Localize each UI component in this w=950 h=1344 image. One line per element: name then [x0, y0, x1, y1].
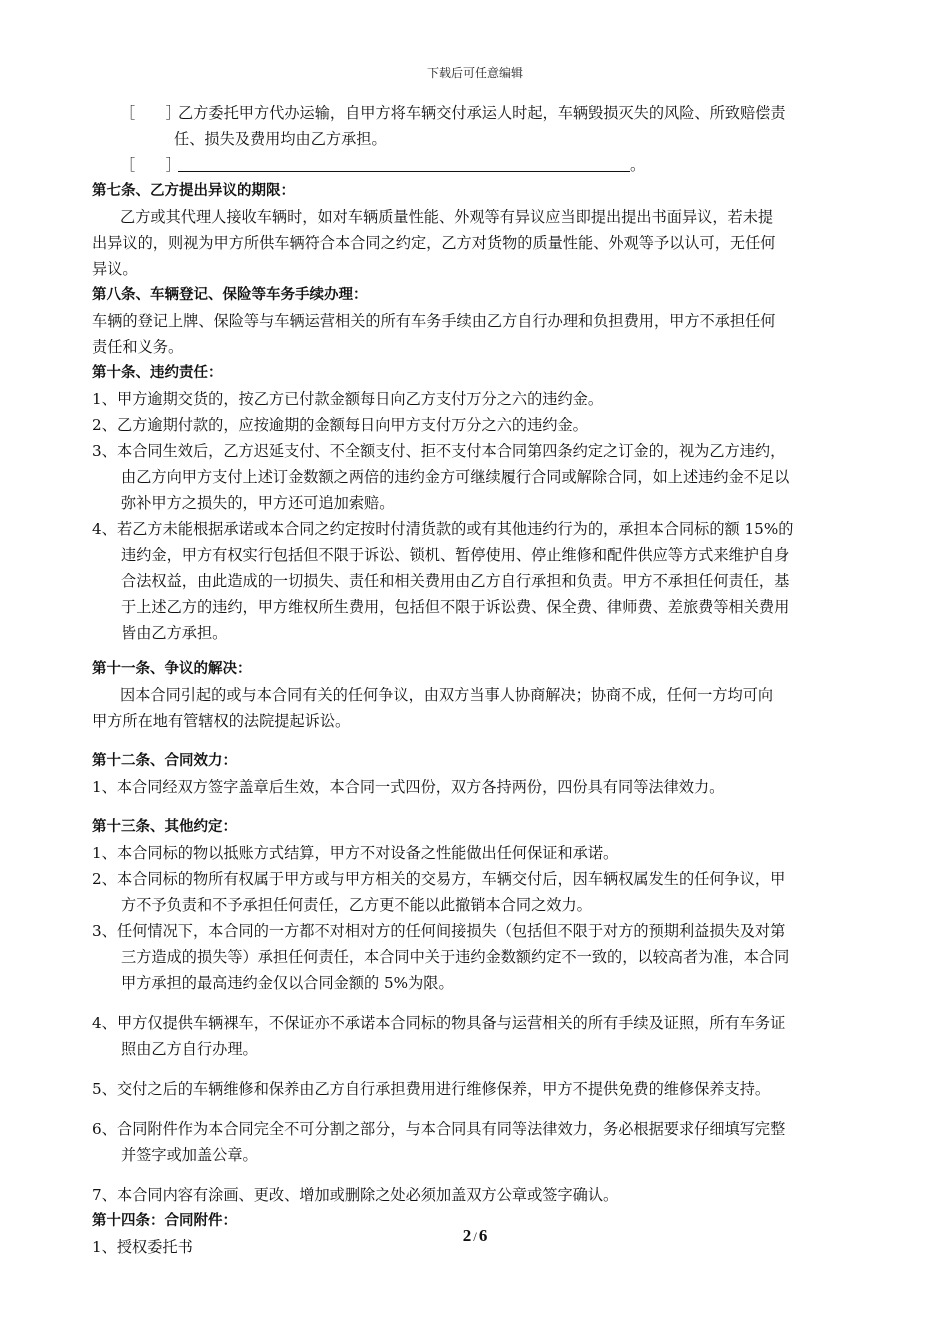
- list-item: [92, 1010, 860, 1036]
- page-header-note: 下载后可任意编辑: [426, 66, 523, 80]
- spacer: [92, 1102, 860, 1116]
- article-heading: 第十四条：合同附件：: [92, 1213, 237, 1229]
- paragraph-line: 责任和义务。: [92, 338, 184, 356]
- list-continuation: 由乙方向甲方支付上述订金数额之两倍的违约金方可继续履行合同或解除合同，如上述违约金不足以: [121, 468, 790, 486]
- paragraph-line: 因本合同引起的或与本合同有关的任何争议，由双方当事人协商解决；协商不成，任何一方均可向: [120, 686, 774, 704]
- list-text: 本合同标的物所有权属于甲方或与甲方相关的交易方，车辆交付后，因车辆权属发生的任何争议，甲: [117, 870, 786, 888]
- list-continuation: 于上述乙方的违约，甲方维权所生费用，包括但不限于诉讼费、保全费、律师费、差旅费等相关费用: [121, 598, 790, 616]
- list-text: 合同附件作为本合同完全不可分割之部分，与本合同具有同等法律效力，务必根据要求仔细填写完整: [117, 1120, 786, 1138]
- paragraph-line: 甲方所在地有管辖权的法院提起诉讼。: [92, 712, 351, 730]
- option-line: [92, 152, 860, 178]
- list-item: [92, 412, 860, 438]
- list-number: 3、: [92, 922, 117, 940]
- list-text: 若乙方未能根据承诺或本合同之约定按时付清货款的或有其他违约行为的，承担本合同标的额 15%的: [117, 520, 794, 538]
- list-continuation: 照由乙方自行办理。: [121, 1040, 258, 1058]
- list-text: 甲方仅提供车辆裸车，不保证亦不承诺本合同标的物具备与运营相关的所有手续及证照，所有车务证: [117, 1014, 786, 1032]
- list-continuation: 方不予负责和不予承担任何责任，乙方更不能以此撤销本合同之效力。: [121, 896, 592, 914]
- article-heading: 第十三条、其他约定：: [92, 819, 237, 835]
- spacer: [92, 800, 860, 814]
- list-continuation: 违约金，甲方有权实行包括但不限于诉讼、锁机、暂停使用、停止维修和配件供应等方式来维护自身: [121, 546, 790, 564]
- paragraph-line: 出异议的，则视为甲方所供车辆符合本合同之约定，乙方对货物的质量性能、外观等予以认可，无任何: [92, 234, 776, 252]
- list-text: 本合同生效后，乙方迟延支付、不全额支付、拒不支付本合同第四条约定之订金的，视为乙方违约，: [117, 442, 786, 460]
- article-heading: 第十一条、争议的解决：: [92, 661, 252, 677]
- list-number: 1、: [92, 844, 117, 862]
- article-heading: 第十二条、合同效力：: [92, 753, 237, 769]
- article-heading: 第八条、车辆登记、保险等车务手续办理：: [92, 287, 368, 303]
- list-continuation: 合法权益，由此造成的一切损失、责任和相关费用由乙方自行承担和负责。甲方不承担任何责任，基: [121, 572, 790, 590]
- list-item: [92, 866, 860, 892]
- list-text: 任何情况下，本合同的一方都不对相对方的任何间接损失（包括但不限于对方的预期利益损失及对第: [117, 922, 786, 940]
- option-text: 乙方委托甲方代办运输，自甲方将车辆交付承运人时起，车辆毁损灭失的风险、所致赔偿责: [178, 104, 786, 122]
- paragraph-line: 1、授权委托书: [92, 1238, 193, 1256]
- total-pages: 6: [478, 1226, 488, 1245]
- spacer: [92, 734, 860, 748]
- list-text: 本合同标的物以抵账方式结算，甲方不对设备之性能做出任何保证和承诺。: [117, 844, 619, 862]
- list-item: [92, 516, 860, 542]
- article-heading: 第七条、乙方提出异议的期限：: [92, 183, 295, 199]
- page-separator: /: [473, 1229, 477, 1244]
- list-text: 乙方逾期付款的，应按逾期的金额每日向甲方支付万分之六的违约金。: [117, 416, 588, 434]
- page-number: [0, 1226, 950, 1246]
- list-item: [92, 918, 860, 944]
- list-item: [92, 386, 860, 412]
- document-body: [92, 100, 860, 1260]
- list-number: 4、: [92, 520, 117, 538]
- option-line: [92, 100, 860, 126]
- list-number: 5、: [92, 1080, 117, 1098]
- list-item: [92, 840, 860, 866]
- list-number: 2、: [92, 416, 117, 434]
- list-number: 6、: [92, 1120, 117, 1138]
- list-item: [92, 1182, 860, 1208]
- paragraph-line: 车辆的登记上牌、保险等与车辆运营相关的所有车务手续由乙方自行办理和负担费用，甲方不承担任何: [92, 312, 776, 330]
- spacer: [92, 996, 860, 1010]
- list-item: [92, 1076, 860, 1102]
- paragraph-line: 异议。: [92, 260, 138, 278]
- list-continuation: 皆由乙方承担。: [121, 624, 228, 642]
- current-page: 2: [462, 1226, 472, 1245]
- spacer: [92, 1168, 860, 1182]
- option-end: 。: [630, 156, 646, 174]
- list-text: 本合同内容有涂画、更改、增加或删除之处必须加盖双方公章或签字确认。: [117, 1186, 619, 1204]
- list-number: 3、: [92, 442, 117, 460]
- option-line: 任、损失及费用均由乙方承担。: [174, 130, 387, 148]
- list-number: 1、: [92, 390, 117, 408]
- paragraph-line: 乙方或其代理人接收车辆时，如对车辆质量性能、外观等有异议应当即提出提出书面异议，若未提: [120, 208, 774, 226]
- spacer: [92, 646, 860, 656]
- article-heading: 第十条、违约责任：: [92, 365, 223, 381]
- fill-in-blank: [178, 155, 630, 172]
- list-continuation: 甲方承担的最高违约金仅以合同金额的 5%为限。: [121, 974, 454, 992]
- list-continuation: 三方造成的损失等）承担任何责任，本合同中关于违约金数额约定不一致的，以较高者为准，本合同: [121, 948, 790, 966]
- list-number: 4、: [92, 1014, 117, 1032]
- spacer: [92, 1062, 860, 1076]
- checkbox-bracket: ［ ］: [120, 104, 181, 122]
- list-item: [92, 1116, 860, 1142]
- list-continuation: 并签字或加盖公章。: [121, 1146, 258, 1164]
- checkbox-bracket: ［ ］: [120, 156, 181, 174]
- list-number: 2、: [92, 870, 117, 888]
- list-text: 甲方逾期交货的，按乙方已付款金额每日向乙方支付万分之六的违约金。: [117, 390, 603, 408]
- list-item: [92, 438, 860, 464]
- list-number: 7、: [92, 1186, 117, 1204]
- list-continuation: 弥补甲方之损失的，甲方还可追加索赔。: [121, 494, 395, 512]
- list-text: 交付之后的车辆维修和保养由乙方自行承担费用进行维修保养，甲方不提供免费的维修保养支持。: [117, 1080, 771, 1098]
- paragraph-line: 1、本合同经双方签字盖章后生效，本合同一式四份，双方各持两份，四份具有同等法律效力。: [92, 778, 725, 796]
